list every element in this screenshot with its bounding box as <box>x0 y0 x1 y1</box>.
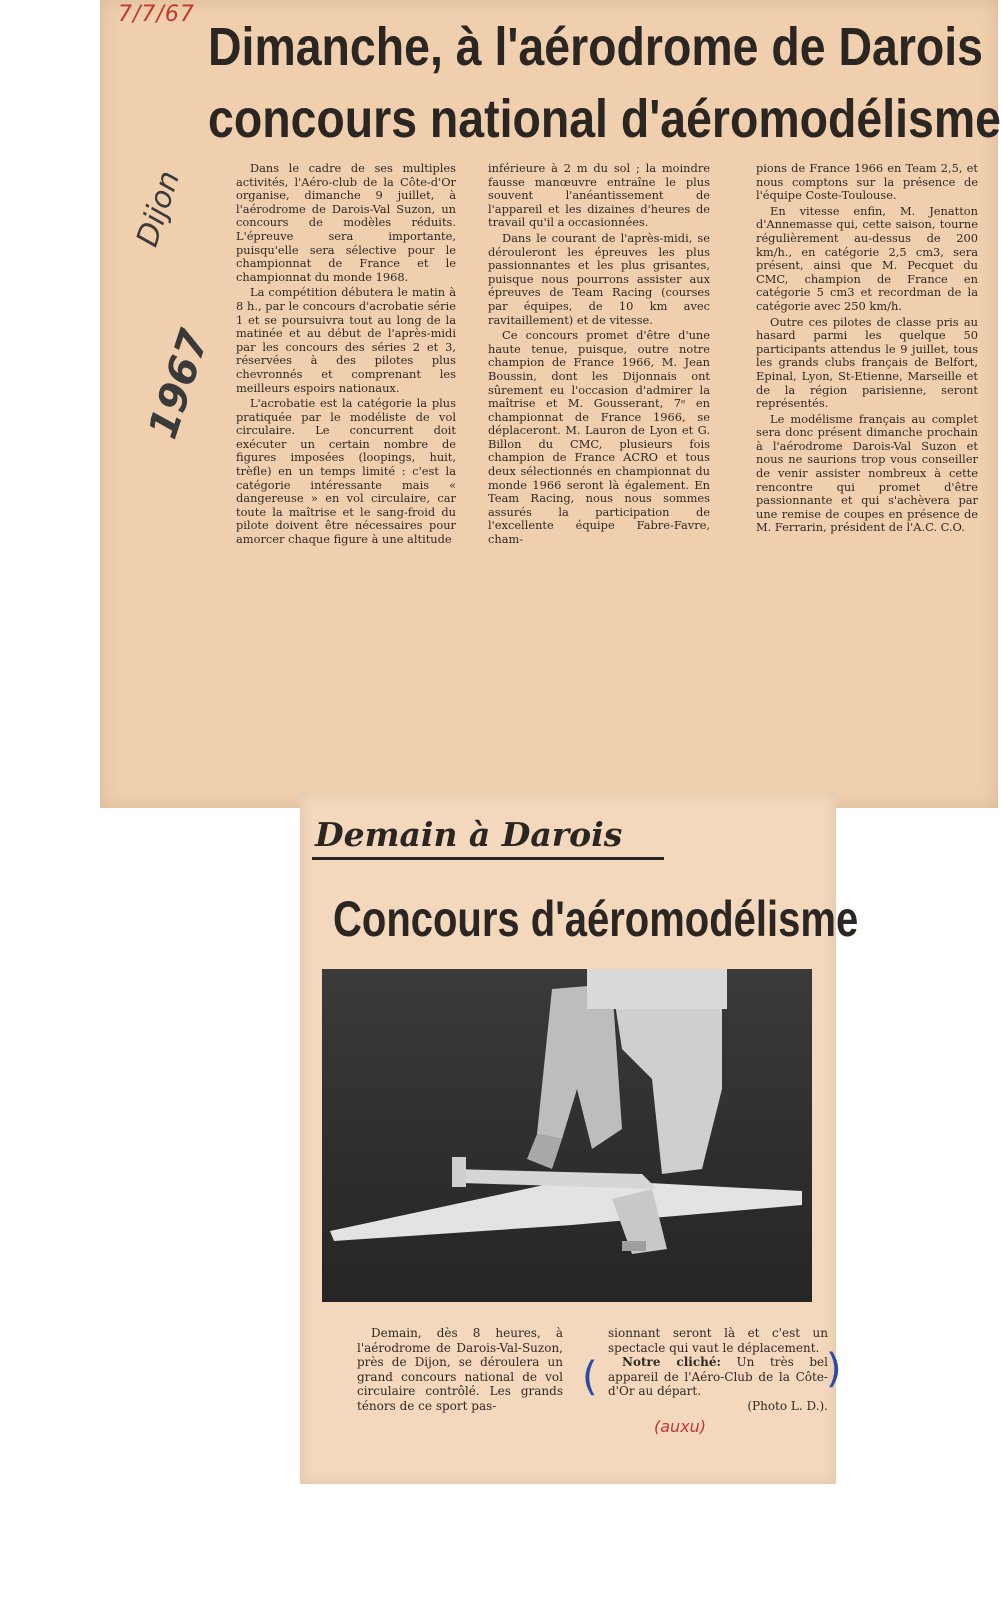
photo-credit: (Photo L. D.). <box>747 1398 828 1413</box>
paragraph: Le modélisme français au complet sera donc présent dimanche prochain à l'aérodrome Darois-Val Suzon et nous ne saurions trop vous conseiller de venir assister nombreux à cette rencontre qui promet d'être passionnante et qui s'achèvera par une remise de coupes en présence de M. Ferrarin, président de l'A.C. C.O. <box>756 411 978 535</box>
article-column-2 <box>488 162 710 549</box>
caption-text: Un très bel appareil de l'Aéro-Club de la Côte-d'Or au départ. <box>608 1355 828 1398</box>
paragraph: Demain, dès 8 heures, à l'aérodrome de Darois-Val-Suzon, près de Dijon, se déroulera un grand concours national de vol circulaire contrôlé. Les grands ténors de ce sport pas- <box>357 1326 563 1413</box>
paragraph: pions de France 1966 en Team 2,5, et nous comptons sur la présence de l'équipe Coste-Toulouse. <box>756 161 978 203</box>
paragraph: Dans le cadre de ses multiples activités, l'Aéro-club de la Côte-d'Or organise, dimanche 9 juillet, à l'aérodrome de Darois-Val Suzon, un concours de modèles réduits. L'épreuve sera importante, puisqu'elle sera sélective pour le championnat de France et le championnat du monde 1968. <box>236 161 456 284</box>
paragraph: Dans le courant de l'après-midi, se dérouleront les épreuves les plus passionnantes et les plus grisantes, puisque nous pourrons assister aux épreuves de Team Racing (courses par équipes, de 10 km avec ravitaillement) et de vitesse. <box>488 230 710 327</box>
bottom-headline: Concours d'aéromodélisme <box>333 891 859 947</box>
bottom-column-1 <box>357 1326 563 1413</box>
article-column-3 <box>756 162 978 537</box>
paragraph: inférieure à 2 m du sol ; la moindre fausse manœuvre entraîne le plus souvent l'anéantissement de l'appareil et les dizaines d'heures de travail qu'il a occasionnées. <box>488 161 710 230</box>
paragraph: sionnant seront là et c'est un spectacle qui vaut le déplacement. <box>608 1326 828 1355</box>
paragraph: Ce concours promet d'être d'une haute tenue, puisque, outre notre champion de France 1966, M. Jean Boussin, dont les Dijonnais ont sûrement eu l'occasion d'admirer la maîtrise et M. Gousserant, 7ᵉ en championnat de France 1966, se déplaceront. M. Lauron de Lyon et G. Billon du CMC, plusieurs fois champion de France ACRO et tous deux sélectionnés en championnat du monde 1966 seront là également. En Team Racing, nous nous sommes assurés la participation de l'excellente équipe Fabre-Favre, cham- <box>488 328 710 547</box>
handwritten-note: (auxu) <box>654 1417 707 1436</box>
kicker-rule <box>312 857 664 860</box>
model-airplane-photo <box>322 969 812 1302</box>
bottom-column-2 <box>608 1326 828 1413</box>
article-column-1 <box>236 162 456 549</box>
paragraph: La compétition débutera le matin à 8 h., par le concours d'acrobatie série 1 et se poursuivra tout au long de la matinée et au début de l'après-midi par les concours des séries 2 et 3, réservées à des pilotes plus chevronnés et comprenant les meilleurs espoirs nationaux. <box>236 285 456 395</box>
headline-line1: Dimanche, à l'aérodrome de Darois <box>208 17 983 77</box>
kicker: Demain à Darois <box>315 815 623 854</box>
handwritten-city: Dijon <box>130 166 188 251</box>
handwritten-year: 1967 <box>140 324 219 445</box>
left-bracket-mark: ( <box>582 1354 598 1400</box>
paragraph: Outre ces pilotes de classe pris au hasard parmi les quelque 50 participants attendus le 9 juillet, tous les grands clubs français de Belfort, Epinal, Lyon, St-Etienne, Marseille et de la région parisienne, seront représentés. <box>756 314 978 411</box>
handwritten-date: 7/7/67 <box>118 2 195 27</box>
right-bracket-mark: ) <box>826 1346 842 1392</box>
headline-line2: concours national d'aéromodélisme <box>208 89 1001 149</box>
paragraph: L'acrobatie est la catégorie la plus pratiquée par le modéliste de vol circulaire. Le concurrent doit exécuter un certain nombre de figures imposées (loopings, huit, trèfle) en un temps limité : c'est la catégorie intéressante mais « dangereuse » en vol circulaire, car toute la maîtrise et le sang-froid du pilote doivent être nécessaires pour amorcer chaque figure à une altitude <box>236 396 456 547</box>
paragraph: En vitesse enfin, M. Jenatton d'Annemasse qui, cette saison, tourne régulièrement au-dessus de 200 km/h., en catégorie 2,5 cm3, sera présent, ainsi que M. Pecquet du CMC, champion de France en catégorie 5 cm3 et recordman de la catégorie avec 250 km/h. <box>756 203 978 313</box>
photo-illustration <box>322 969 812 1302</box>
caption-label: Notre cliché: <box>622 1355 721 1369</box>
photo-caption <box>608 1355 828 1399</box>
